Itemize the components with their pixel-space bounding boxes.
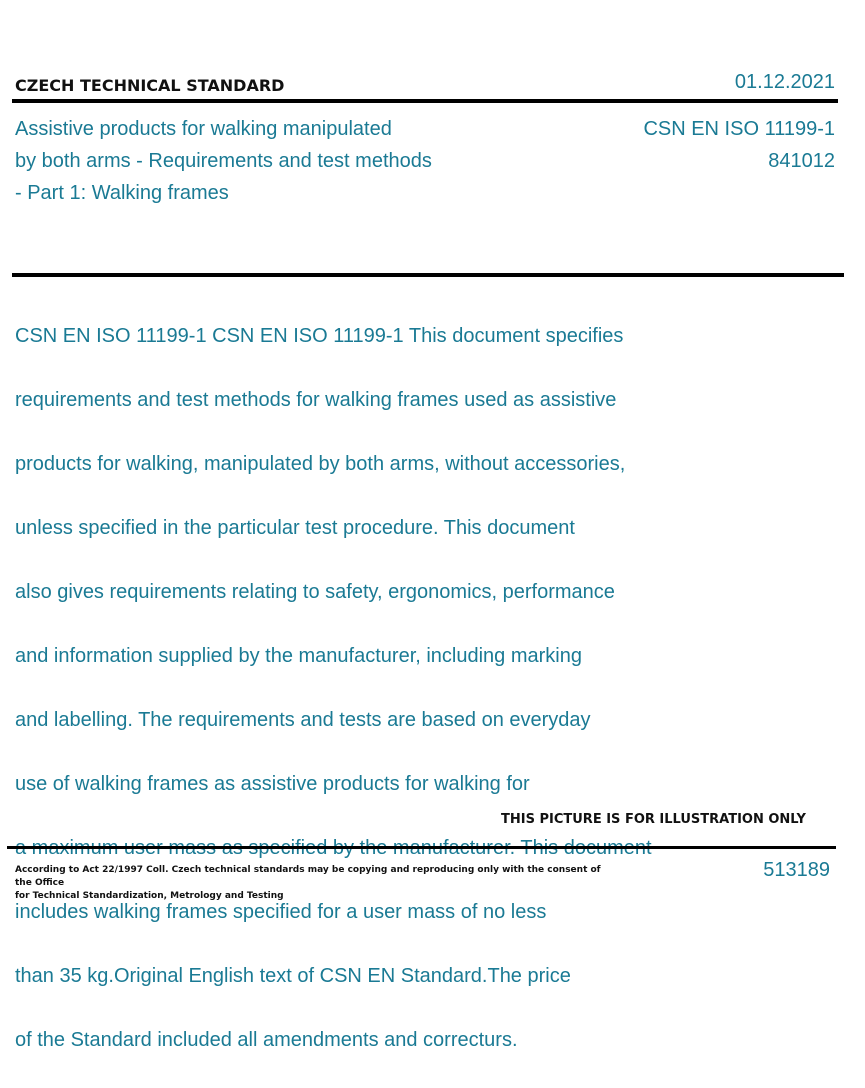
standard-title [15,113,535,209]
description-line: and information supplied by the manufacturer, including marking [15,645,582,667]
title-line: Assistive products for walking manipulated [15,118,392,140]
description-line: CSN EN ISO 11199-1 CSN EN ISO 11199-1 This document specifies [15,325,624,347]
standard-description [15,288,725,1088]
title-divider [12,273,844,277]
standard-identifiers [643,113,835,177]
description-line: includes walking frames specified for a user mass of no less [15,901,547,923]
description-line: use of walking frames as assistive products for walking for [15,773,530,795]
description-line: of the Standard included all amendments and correcturs. [15,1029,518,1051]
description-line: unless specified in the particular test procedure. This document [15,517,575,539]
description-line: products for walking, manipulated by both arms, without accessories, [15,453,626,475]
standard-code: CSN EN ISO 11199-1 [643,118,835,140]
description-line: and labelling. The requirements and tests are based on everyday [15,709,591,731]
title-line: by both arms - Requirements and test methods [15,150,432,172]
footer-divider [7,846,836,849]
description-line: than 35 kg.Original English text of CSN EN Standard.The price [15,965,571,987]
illustration-disclaimer: THIS PICTURE IS FOR ILLUSTRATION ONLY [501,812,806,827]
title-line: - Part 1: Walking frames [15,182,229,204]
legal-notice-line: According to Act 22/1997 Coll. Czech technical standards may be copying and reproducing only with the consent of the Office [15,865,601,888]
catalog-number: 513189 [763,859,830,881]
header-divider [12,99,838,103]
legal-notice-line: for Technical Standardization, Metrology and Testing [15,891,284,901]
description-line: requirements and test methods for walking frames used as assistive [15,389,617,411]
legal-notice [15,864,615,903]
classification-number: 841012 [768,150,835,172]
publication-date: 01.12.2021 [734,71,835,93]
description-line: also gives requirements relating to safety, ergonomics, performance [15,581,615,603]
standard-type-heading: CZECH TECHNICAL STANDARD [15,76,285,95]
